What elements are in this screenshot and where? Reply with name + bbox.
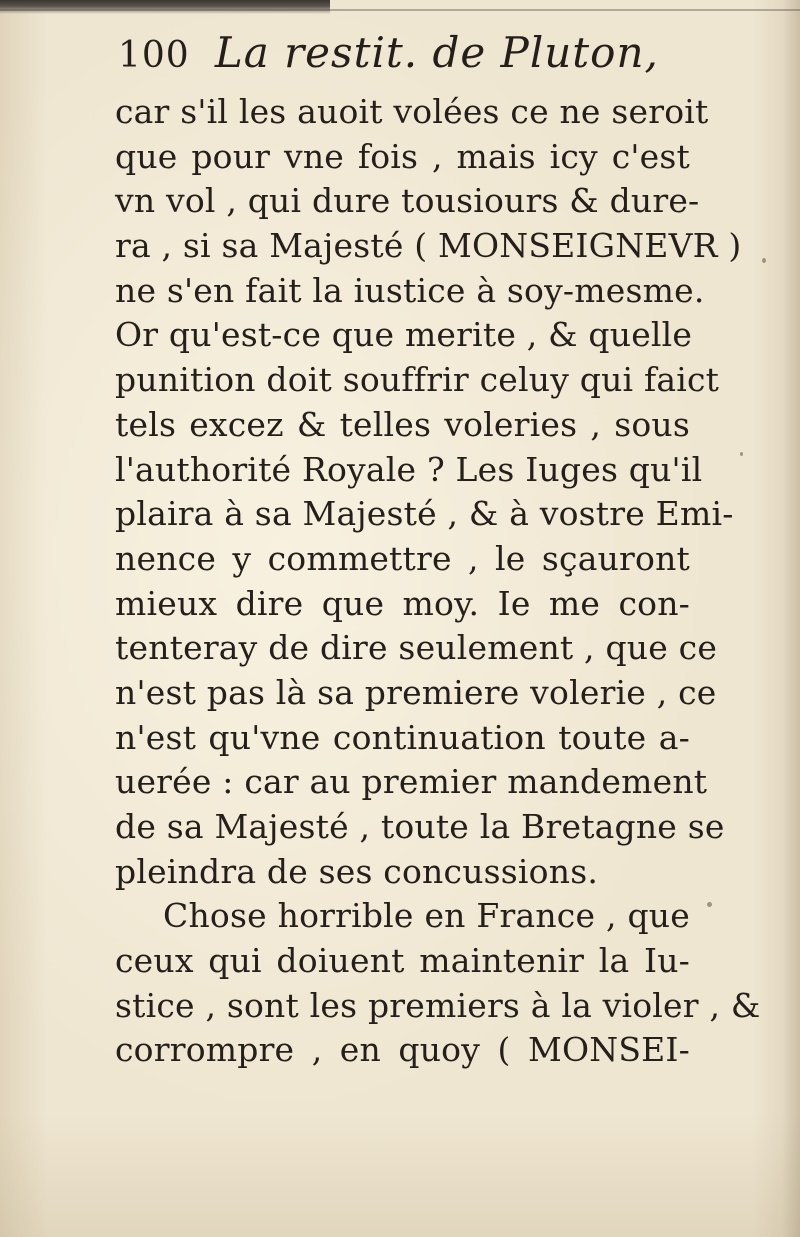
text-line: punition doit souffrir celuy qui faict: [115, 360, 720, 400]
text-line: ra , si sa Majesté ( MONSEIGNEVR ): [115, 226, 742, 266]
text-line: plaira à sa Majesté , & à vostre Emi-: [115, 494, 734, 534]
page-number: 100: [118, 35, 190, 76]
text-line: tenteray de dire seulement , que ce: [115, 628, 718, 668]
text-line: nence y commettre , le sçauront: [115, 538, 690, 578]
text-line: n'est qu'vne continuation toute a-: [115, 717, 690, 757]
page-edge-shadow: [782, 0, 800, 1237]
ink-spot: [740, 452, 743, 456]
body-text: [115, 90, 761, 1073]
text-line: de sa Majesté , toute la Bretagne se: [115, 807, 725, 846]
text-line: car s'il les auoit volées ce ne seroit: [115, 92, 709, 131]
text-line: l'authorité Royale ? Les Iuges qu'il: [115, 449, 703, 489]
text-line: mieux dire que moy. Ie me con-: [115, 583, 690, 623]
text-line: ceux qui doiuent maintenir la Iu-: [115, 941, 690, 981]
ink-spot: [762, 258, 766, 263]
running-head: [118, 28, 659, 88]
text-line: uerée : car au premier mandement: [115, 762, 708, 802]
text-line: tels excez & telles voleries , sous: [115, 404, 690, 444]
text-line: pleindra de ses concussions.: [115, 851, 599, 891]
ink-spot: [707, 902, 712, 907]
top-rule: [0, 9, 800, 11]
running-title: La restit. de Pluton,: [214, 28, 659, 77]
page-top-edge: [0, 0, 330, 14]
text-line: corrompre , en quoy ( MONSEI-: [115, 1030, 690, 1070]
text-line: stice , sont les premiers à la violer , &: [115, 985, 761, 1025]
text-line: Chose horrible en France , que: [163, 896, 690, 936]
text-line: Or qu'est-ce que merite , & quelle: [115, 315, 693, 355]
text-line: ne s'en fait la iustice à soy-mesme.: [115, 270, 705, 310]
text-line: n'est pas là sa premiere volerie , ce: [115, 672, 717, 712]
text-line: que pour vne fois , mais icy c'est: [115, 136, 690, 176]
text-line: vn vol , qui dure tousiours & dure-: [115, 181, 700, 221]
